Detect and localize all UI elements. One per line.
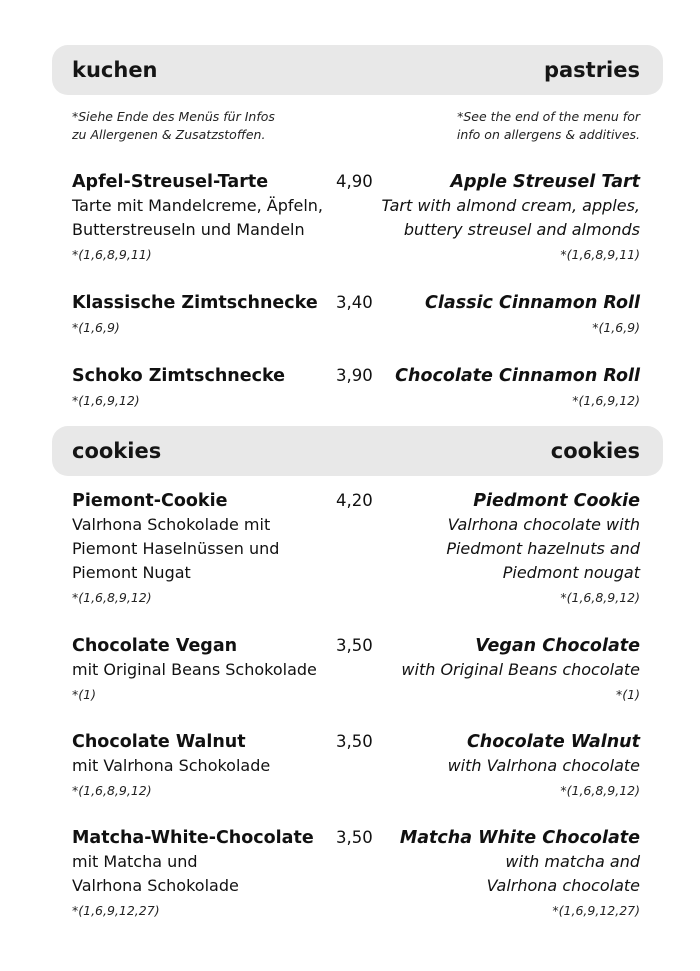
item-desc-de: Piemont Nugat — [72, 563, 191, 582]
item-price: 4,20 — [336, 491, 373, 510]
item-name-de: Apfel-Streusel-Tarte — [72, 172, 269, 192]
allergen-note-en — [360, 108, 640, 144]
item-price: 3,40 — [336, 293, 373, 312]
item-allergens-de: *(1,6,9) — [72, 320, 120, 335]
item-desc-en: with Valrhona chocolate — [447, 756, 640, 775]
section-title-en: pastries — [543, 58, 640, 82]
item-name-en: Chocolate Cinnamon Roll — [395, 366, 640, 386]
menu-item — [72, 291, 640, 341]
item-desc-en: Piedmont nougat — [502, 563, 640, 582]
item-name-en: Piedmont Cookie — [473, 491, 640, 511]
allergen-note-de — [72, 108, 332, 144]
item-name-en: Apple Streusel Tart — [450, 172, 640, 192]
item-desc-en: Tart with almond cream, apples, — [381, 196, 640, 215]
allergen-note-en-line: *See the end of the menu for — [457, 109, 640, 124]
item-allergens-de: *(1,6,8,9,12) — [72, 590, 152, 605]
item-name-de: Matcha-White-Chocolate — [72, 828, 314, 848]
item-desc-en: Valrhona chocolate — [486, 876, 640, 895]
item-price: 4,90 — [336, 172, 373, 191]
item-name-en: Chocolate Walnut — [466, 732, 640, 752]
item-name-de: Piemont-Cookie — [72, 491, 228, 511]
section-title-de: cookies — [72, 439, 162, 463]
menu-item — [72, 634, 640, 710]
item-desc-de: mit Original Beans Schokolade — [72, 660, 317, 679]
item-desc-de: Tarte mit Mandelcreme, Äpfeln, — [72, 196, 324, 215]
section-title-en: cookies — [550, 439, 640, 463]
item-allergens-en: *(1,6,8,9,11) — [560, 247, 640, 262]
item-price: 3,90 — [336, 366, 373, 385]
menu-item — [72, 364, 640, 414]
item-allergens-de: *(1,6,9,12,27) — [72, 903, 160, 918]
allergen-note-de-line: zu Allergenen & Zusatzstoffen. — [72, 127, 266, 142]
menu-item — [72, 170, 640, 270]
item-allergens-de: *(1,6,9,12) — [72, 393, 140, 408]
menu-item — [72, 826, 640, 926]
item-price: 3,50 — [336, 828, 373, 847]
item-desc-de: mit Valrhona Schokolade — [72, 756, 271, 775]
item-allergens-de: *(1,6,8,9,11) — [72, 247, 152, 262]
item-allergens-de: *(1) — [72, 687, 96, 702]
item-name-de: Schoko Zimtschnecke — [72, 366, 286, 386]
allergen-note-de-line: *Siehe Ende des Menüs für Infos — [72, 109, 275, 124]
item-desc-en: Piedmont hazelnuts and — [446, 539, 640, 558]
item-name-de: Chocolate Walnut — [72, 732, 246, 752]
section-title-de: kuchen — [72, 58, 158, 82]
item-name-en: Vegan Chocolate — [475, 636, 640, 656]
item-price: 3,50 — [336, 636, 373, 655]
item-price: 3,50 — [336, 732, 373, 751]
item-desc-en: buttery streusel and almonds — [403, 220, 640, 239]
item-allergens-en: *(1,6,9) — [592, 320, 640, 335]
item-allergens-en: *(1,6,8,9,12) — [560, 590, 640, 605]
item-desc-de: Piemont Haselnüssen und — [72, 539, 280, 558]
item-name-en: Classic Cinnamon Roll — [425, 293, 640, 313]
item-allergens-en: *(1,6,9,12,27) — [552, 903, 640, 918]
item-name-de: Klassische Zimtschnecke — [72, 293, 318, 313]
section-header-cookies — [52, 426, 663, 476]
menu-item — [72, 489, 640, 613]
item-desc-de: Valrhona Schokolade mit — [72, 515, 271, 534]
item-desc-de: mit Matcha und — [72, 852, 198, 871]
section-header-kuchen — [52, 45, 663, 95]
item-allergens-en: *(1,6,9,12) — [572, 393, 640, 408]
item-desc-en: Valrhona chocolate with — [447, 515, 640, 534]
item-name-de: Chocolate Vegan — [72, 636, 238, 656]
item-desc-en: with Original Beans chocolate — [401, 660, 640, 679]
menu-item — [72, 730, 640, 806]
item-desc-de: Butterstreuseln und Mandeln — [72, 220, 305, 239]
item-name-en: Matcha White Chocolate — [399, 828, 640, 848]
item-desc-en: with matcha and — [505, 852, 640, 871]
item-desc-de: Valrhona Schokolade — [72, 876, 239, 895]
item-allergens-en: *(1) — [616, 687, 640, 702]
allergen-note-en-line: info on allergens & additives. — [456, 127, 640, 142]
item-allergens-en: *(1,6,8,9,12) — [560, 783, 640, 798]
item-allergens-de: *(1,6,8,9,12) — [72, 783, 152, 798]
